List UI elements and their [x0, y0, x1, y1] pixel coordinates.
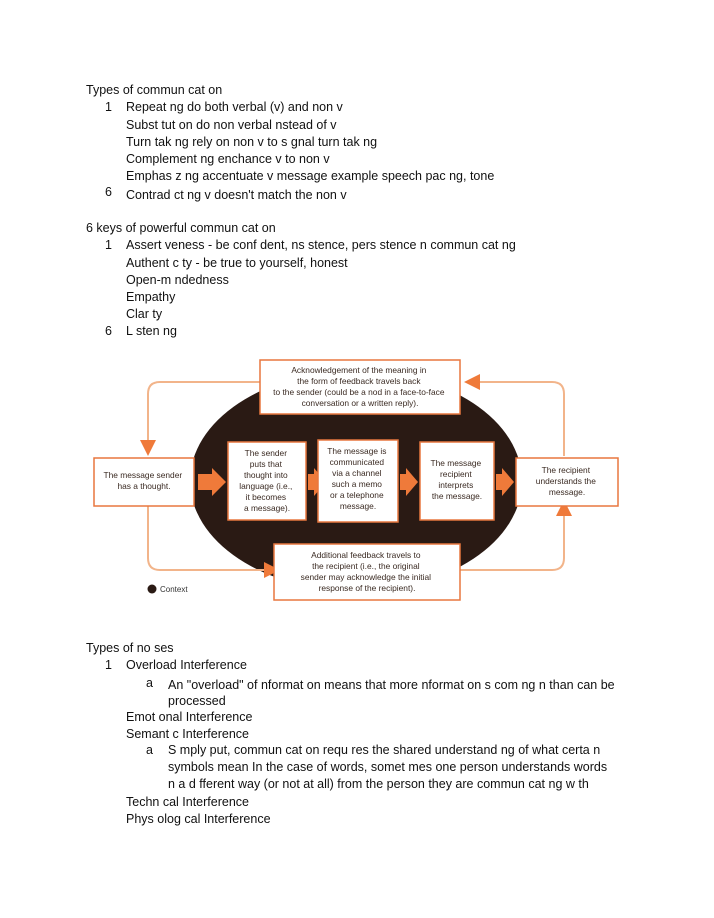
list-item: Emphas z ng accentuate v message example speech pac ng, tone — [126, 169, 495, 183]
sub-list-item: S mply put, commun cat on requ res the shared understand ng of what certa n — [168, 743, 601, 757]
section-heading-types: Types of commun cat on — [86, 83, 223, 97]
channel-text: The message is communicated via a channel such a memo or a telephone message. — [327, 446, 387, 511]
sub-list-item: symbols mean In the case of words, somet mes one person understands words — [168, 760, 608, 774]
section-heading-noises: Types of no ses — [86, 641, 174, 655]
list-item: Empathy — [126, 290, 176, 304]
list-item: Subst tut on do non verbal nstead of v — [126, 118, 337, 132]
list-item: Overload Interference — [126, 658, 247, 672]
recipient-text: The recipient understands the message. — [535, 465, 596, 497]
sub-list-item: n a d fferent way (or not at all) from the person they are commun cat ng w th — [168, 777, 589, 791]
list-item: Authent c ty - be true to yourself, honest — [126, 256, 348, 270]
language-text: The sender puts that thought into language (i.e., it becomes a message). — [239, 448, 293, 513]
list-item: Phys olog cal Interference — [126, 812, 271, 826]
context-legend-icon — [148, 585, 157, 594]
sender-text: The message sender has a thought. — [103, 470, 183, 491]
list-item: Semant c Interference — [126, 727, 249, 741]
list-item: Complement ng enchance v to non v — [126, 152, 330, 166]
list-number: 1 — [105, 658, 112, 672]
list-item: Clar ty — [126, 307, 163, 321]
sub-list-marker: a — [146, 743, 153, 757]
list-item: Emot onal Interference — [126, 710, 253, 724]
list-item: Assert veness - be conf dent, ns stence, pers stence n commun cat ng — [126, 238, 516, 252]
list-number: 1 — [105, 100, 112, 114]
interpret-text: The message recipient interprets the message. — [430, 458, 483, 501]
list-item: L sten ng — [126, 324, 177, 338]
list-item: Techn cal Interference — [126, 795, 249, 809]
list-item: Contrad ct ng v doesn't match the non v — [126, 188, 347, 202]
section-heading-keys: 6 keys of powerful commun cat on — [86, 221, 276, 235]
list-number: 6 — [105, 324, 112, 338]
acknowledgement-text: Acknowledgement of the meaning in the form of feedback travels back to the sender (could be a nod in a face-to-face conversation or a written reply). — [273, 365, 445, 408]
list-number: 1 — [105, 238, 112, 252]
context-legend-label: Context — [160, 585, 188, 594]
sub-list-item: An "overload" of nformat on means that more nformat on s com ng n than can be processed — [168, 678, 615, 708]
communication-process-diagram — [88, 358, 628, 606]
list-item: Open-m ndedness — [126, 273, 229, 287]
list-item: Repeat ng do both verbal (v) and non v — [126, 100, 343, 114]
list-number: 6 — [105, 185, 112, 199]
additional-feedback-text: Additional feedback travels to the recipient (i.e., the original sender may acknowledge the initial response of the recipient). — [300, 550, 432, 593]
sub-list-marker: a — [146, 676, 153, 690]
list-item: Turn tak ng rely on non v to s gnal turn tak ng — [126, 135, 378, 149]
